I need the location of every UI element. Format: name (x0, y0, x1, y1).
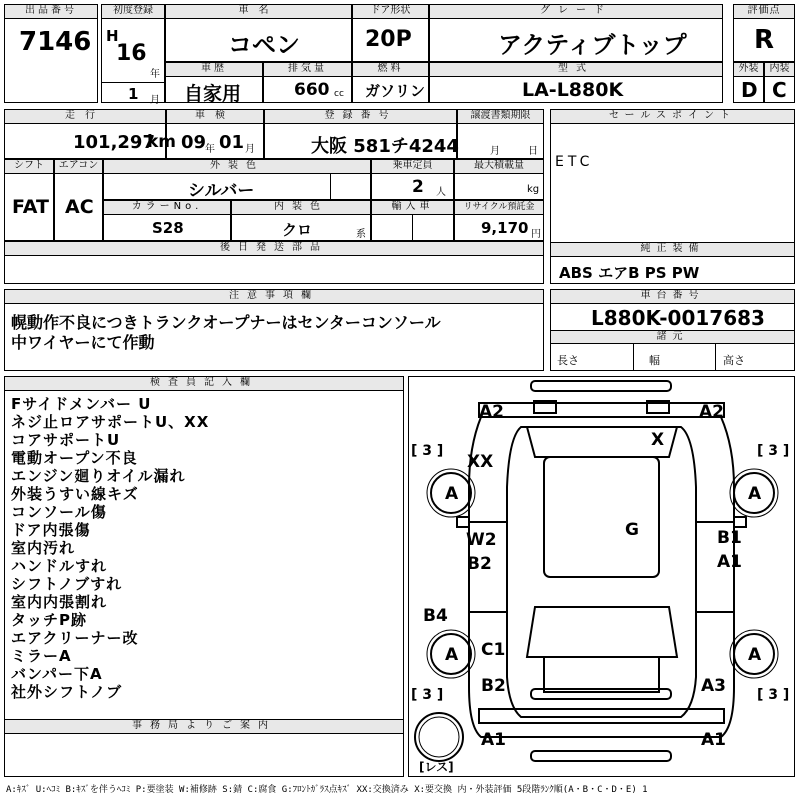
interior-color-suffix: 系 (356, 229, 366, 240)
recycle-deposit: 9,170 (481, 219, 529, 237)
mileage-unit: km (147, 132, 177, 152)
inspector-box (4, 376, 404, 777)
inspector-notes-list (11, 395, 209, 701)
color-number-box (103, 200, 231, 241)
fuel-box (352, 62, 429, 103)
capacity-unit: 人 (436, 187, 446, 198)
tread-rr: [ 3 ] (757, 687, 790, 703)
capacity-header: 乗車定員 (372, 160, 453, 174)
model-code: LA-L880K (522, 79, 624, 101)
door-header: ドア形状 (353, 5, 428, 19)
capacity: 2 (412, 177, 424, 197)
chassis-box (550, 289, 795, 371)
later-parts-box (4, 241, 544, 284)
inspector-note: ハンドルすれ (11, 557, 108, 575)
registration-number: 大阪 581チ4244 (311, 136, 459, 157)
shift: FAT (12, 196, 49, 218)
interior-color: クロ (282, 221, 313, 239)
exterior-grade-box (733, 62, 764, 103)
right-mirror (734, 517, 746, 527)
sales-point-text: ETC (555, 154, 594, 170)
notes-line-1: 幌動作不良につきトランクオープナーはセンターコンソール (11, 313, 441, 332)
label-tire-rl: A (445, 645, 459, 665)
chassis-header: 車台番号 (551, 290, 794, 304)
recycle-header: リサイクル預託金 (455, 201, 543, 215)
inspector-header: 検査員記入欄 (5, 377, 403, 391)
mileage: 101,297 (73, 132, 155, 153)
exterior-color-box (103, 159, 371, 200)
recycle-unit: 円 (531, 229, 541, 240)
score-box (733, 4, 795, 62)
aircon: AC (65, 196, 94, 218)
recycle-box (454, 200, 544, 241)
label-g: G (625, 520, 639, 540)
inspection-month-unit: 月 (245, 144, 255, 155)
transfer-day-unit: 日 (528, 146, 538, 157)
exterior-color: シルバー (188, 181, 255, 201)
grade-header: グレード (430, 5, 722, 19)
max-load-unit: kg (527, 184, 540, 195)
lot-number: 7146 (19, 27, 92, 57)
color-number: S28 (152, 219, 184, 237)
inspector-note: 室内汚れ (11, 539, 76, 557)
fuel: ガソリン (365, 82, 426, 100)
color-number-header: カラーNo. (104, 201, 230, 215)
import-box (371, 200, 454, 241)
label-a2-right: A2 (699, 402, 724, 422)
history-header: 車歴 (166, 63, 262, 77)
inspector-note: ネジ止ロアサポートU、XX (11, 413, 210, 431)
notes-header: 注意事項欄 (5, 290, 543, 304)
year-unit: 年 (150, 69, 160, 80)
sales-point-box (550, 109, 795, 284)
label-a2-left: A2 (479, 402, 504, 422)
label-xx: XX (467, 452, 494, 472)
inspector-note: 外装うすい線キズ (11, 485, 139, 503)
inspection-header: 車検 (167, 110, 263, 124)
spare-tire (415, 713, 463, 761)
exterior-grade-header: 外装 (734, 63, 763, 77)
displacement-header: 排気量 (264, 63, 351, 77)
fuel-header: 燃料 (353, 63, 428, 77)
mileage-box (4, 109, 177, 159)
inspector-note: ミラーA (11, 647, 72, 665)
specs-header: 諸元 (551, 330, 794, 344)
label-b2-rear: B2 (481, 676, 506, 696)
displacement-unit: cc (334, 89, 344, 99)
registration-year: 16 (116, 41, 147, 66)
capacity-box (371, 159, 454, 200)
aircon-header: エアコン (55, 160, 102, 174)
label-a1-bottom-right: A1 (701, 730, 726, 750)
rear-bumper-lower (531, 751, 671, 761)
interior-grade: C (772, 78, 787, 102)
front-section (479, 403, 724, 417)
first-registration-header: 初度登録 (102, 5, 164, 19)
genuine-equipment: ABS エアB PS PW (559, 264, 700, 282)
lot-number-header: 出品番号 (5, 5, 97, 19)
tread-rl: [ 3 ] (411, 687, 444, 703)
inspection-year: 09 (181, 132, 207, 153)
label-b4: B4 (423, 606, 448, 626)
score-header: 評価点 (734, 5, 794, 19)
office-header: 事務局よりご案内 (5, 720, 403, 734)
left-mirror (457, 517, 469, 527)
inspector-note: 社外シフトノブ (11, 683, 123, 701)
legend-text: A:ｷｽﾞ U:ﾍｺﾐ B:ｷｽﾞを伴うﾍｺﾐ P:要塗装 W:補修跡 S:錆 C:腐食 G:ﾌﾛﾝﾄｶﾞﾗｽ点ｷｽﾞ XX:交換済み X:要交換 内・外装評価 5段階ﾗﾝｸ順(A・B・C・D・E) 1 (6, 785, 648, 795)
interior-color-box (231, 200, 371, 241)
label-c1: C1 (481, 640, 506, 660)
car-name-box (165, 4, 352, 62)
label-x-windshield: X (651, 430, 665, 450)
history: 自家用 (184, 83, 242, 105)
spare-label: [レス] (419, 760, 454, 774)
grade: アクティブトップ (498, 31, 687, 59)
inspection-box (166, 109, 264, 159)
notes-box (4, 289, 544, 371)
front-bumper-outline (531, 381, 671, 391)
notes-line-2: 中ワイヤーにて作動 (11, 333, 155, 352)
inspector-note: コアサポートU (11, 431, 121, 449)
registration-month: 1 (128, 85, 139, 103)
registration-number-header: 登録番号 (265, 110, 456, 124)
height-label: 高さ (723, 354, 745, 367)
transfer-docs-box (457, 109, 544, 159)
genuine-equipment-header: 純正装備 (551, 243, 794, 257)
label-b2-left: B2 (467, 554, 492, 574)
chassis-number: L880K-0017683 (591, 306, 765, 330)
import-header: 輸入車 (372, 201, 453, 215)
car-name: コペン (228, 31, 300, 59)
registration-number-box (264, 109, 457, 159)
tread-fl: [ 3 ] (411, 443, 444, 459)
era-letter: H (106, 27, 119, 45)
mileage-header: 走行 (5, 110, 165, 124)
hood-panel (544, 457, 659, 577)
label-tire-rr: A (748, 645, 762, 665)
inspector-note: 室内内張割れ (11, 593, 108, 611)
max-load-box (454, 159, 544, 200)
inspector-note: エアクリーナー改 (11, 629, 139, 647)
transfer-docs-header: 譲渡書類期限 (458, 110, 543, 124)
car-diagram (409, 377, 794, 776)
door-box (352, 4, 429, 62)
inspector-note: エンジン廻りオイル漏れ (11, 467, 186, 485)
month-unit: 月 (150, 95, 160, 106)
tread-fr: [ 3 ] (757, 443, 790, 459)
inspection-month: 01 (219, 132, 245, 153)
interior-color-header: 内装色 (232, 201, 370, 215)
exterior-grade: D (741, 78, 758, 102)
inspection-year-unit: 年 (205, 144, 215, 155)
inspector-note: 電動オープン不良 (11, 449, 138, 467)
width-label: 幅 (649, 354, 660, 367)
interior-grade-box (764, 62, 795, 103)
shift-header: シフト (5, 160, 53, 174)
inspector-note: シフトノブすれ (11, 575, 123, 593)
rear-bumper-outline (531, 689, 671, 699)
car-name-header: 車名 (166, 5, 351, 19)
inspector-note: バンパー下A (11, 665, 103, 683)
score: R (754, 25, 775, 55)
label-b1: B1 (717, 528, 742, 548)
trunk-panel (544, 657, 659, 692)
grade-box (429, 4, 723, 62)
aircon-box (54, 159, 103, 241)
sales-point-header: セールスポイント (551, 110, 794, 124)
length-label: 長さ (557, 354, 579, 367)
damage-diagram-box (408, 376, 795, 777)
max-load-header: 最大積載量 (455, 160, 543, 174)
later-parts-header: 後日発送部品 (5, 242, 543, 256)
cabin-outline (507, 427, 696, 717)
shift-box (4, 159, 54, 241)
label-a3: A3 (701, 676, 726, 696)
history-box (165, 62, 263, 103)
label-tire-fl: A (445, 484, 459, 504)
displacement: 660 (294, 80, 330, 100)
label-a1-bottom-left: A1 (481, 730, 506, 750)
exterior-color-header: 外装色 (104, 160, 370, 174)
label-tire-fr: A (748, 484, 762, 504)
rear-deck (527, 607, 677, 657)
door-type: 20P (365, 27, 412, 52)
inspector-note: ドア内張傷 (11, 521, 91, 539)
lot-number-box (4, 4, 98, 103)
first-registration-box (101, 4, 165, 106)
inspector-note: コンソール傷 (11, 503, 107, 521)
inspector-note: タッチP跡 (11, 611, 87, 629)
label-w2: W2 (466, 530, 497, 550)
displacement-box (263, 62, 352, 103)
model-header: 型式 (430, 63, 722, 77)
model-box (429, 62, 723, 103)
inspector-note: Fサイドメンバー U (11, 395, 152, 413)
interior-grade-header: 内装 (765, 63, 794, 77)
transfer-month-unit: 月 (490, 146, 500, 157)
label-a1-right-door: A1 (717, 552, 742, 572)
